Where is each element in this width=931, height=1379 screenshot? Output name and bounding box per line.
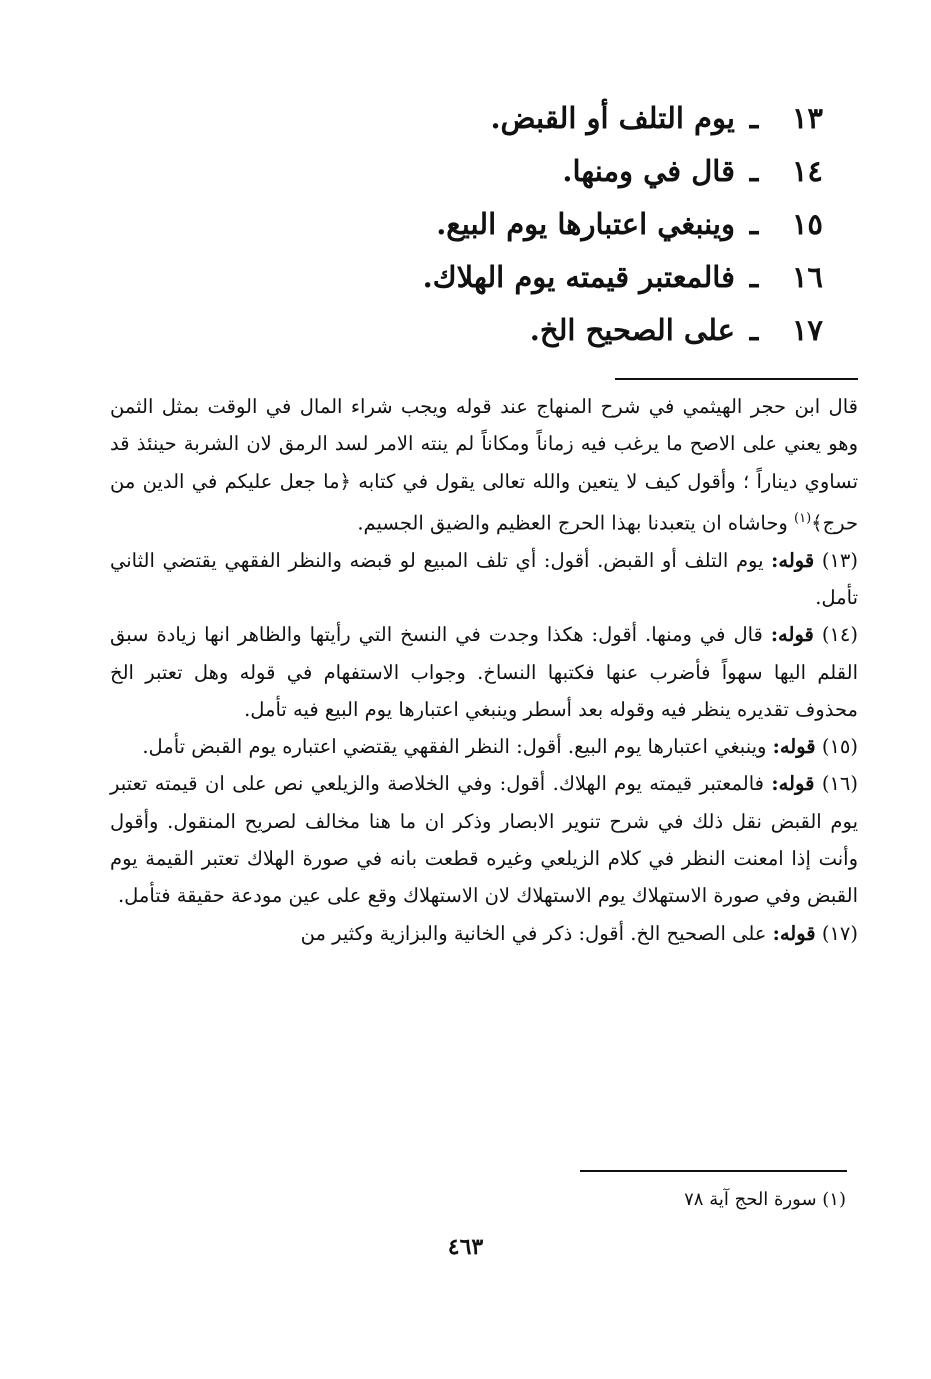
note-label: قوله: bbox=[770, 623, 814, 647]
footnote-separator bbox=[580, 1170, 847, 1172]
item-number: ١٦ bbox=[791, 260, 823, 294]
item-number: ١٥ bbox=[791, 207, 823, 241]
list-item bbox=[383, 145, 823, 198]
note-label: قوله: bbox=[771, 772, 815, 796]
item-dash: ـ bbox=[749, 154, 759, 188]
note-text: قال في ومنها. أقول: هكذا وجدت في النسخ التي رأيتها والظاهر انها زيادة سبق القلم اليها سهواً فأضرب عنها فكتبها النساخ. وجواب الاستفهام في قوله وهل تعتبر الخ محذوف تقديره ينظر فيه وقوله بعد أسطر وينبغي اعتبارها يوم البيع فيه تأمل. bbox=[110, 623, 858, 721]
note-paragraph bbox=[110, 616, 858, 728]
note-text: يوم التلف أو القبض. أقول: أي تلف المبيع لو قبضه والنظر الفقهي يقتضي الثاني تأمل. bbox=[110, 548, 858, 609]
item-number: ١٤ bbox=[791, 154, 823, 188]
note-number: (١٧) bbox=[821, 921, 858, 945]
list-item bbox=[383, 251, 823, 304]
note-number: (١٥) bbox=[821, 735, 858, 759]
numbered-text-list bbox=[383, 92, 823, 357]
list-item bbox=[383, 304, 823, 357]
list-item bbox=[383, 92, 823, 145]
note-text: فالمعتبر قيمته يوم الهلاك. أقول: وفي الخلاصة والزيلعي نص على ان قيمته تعتبر يوم القبض نقل ذلك في شرح تنوير الابصار وذكر ان ما هنا مخالف لصريح المنقول. وأقول وأنت إذا امعنت النظر في كلام الزيلعي وغيره قطعت بانه في صورة الهلاك تعتبر القيمة يوم القبض وفي صورة الاستهلاك يوم الاستهلاك لان الاستهلاك وقع على عين مودعة حقيقة فتأمل. bbox=[110, 772, 858, 908]
item-text: يوم التلف أو القبض. bbox=[490, 101, 735, 135]
note-number: (١٦) bbox=[821, 772, 859, 796]
intro-paragraph bbox=[110, 388, 858, 542]
item-dash: ـ bbox=[749, 260, 759, 294]
note-paragraph bbox=[110, 728, 858, 765]
note-label: قوله: bbox=[772, 921, 816, 945]
item-dash: ـ bbox=[749, 101, 759, 135]
footnote: (١) سورة الحج آية ٧٨ bbox=[684, 1189, 846, 1210]
note-label: قوله: bbox=[771, 548, 815, 572]
item-text: وينبغي اعتبارها يوم البيع. bbox=[436, 207, 735, 241]
note-paragraph bbox=[110, 542, 858, 617]
commentary-block bbox=[110, 388, 858, 952]
note-number: (١٤) bbox=[821, 623, 859, 647]
separator-line bbox=[615, 378, 858, 380]
note-text: على الصحيح الخ. أقول: ذكر في الخانية والبزازية وكثير من bbox=[300, 921, 773, 945]
item-text: قال في ومنها. bbox=[562, 154, 735, 188]
note-text: وينبغي اعتبارها يوم البيع. أقول: النظر الفقهي يقتضي اعتباره يوم القبض تأمل. bbox=[142, 735, 773, 759]
list-item bbox=[383, 198, 823, 251]
item-dash: ـ bbox=[749, 313, 759, 347]
item-dash: ـ bbox=[749, 207, 759, 241]
intro-text-end: وحاشاه ان يتعبدنا بهذا الحرج العظيم والضيق الجسيم. bbox=[357, 511, 795, 535]
page-number: ٤٦٣ bbox=[447, 1234, 484, 1260]
note-paragraph bbox=[110, 765, 858, 914]
intro-text: قال ابن حجر الهيثمي في شرح المنهاج عند قوله ويجب شراء المال في الوقت بمثل الثمن وهو يعني على الاصح ما يرغب فيه زماناً ومكاناً لم ينته الامر لسد الرمق لان الشربة حينئذ قد تساوي ديناراً ؛ وأقول كيف لا يتعين والله تعالى يقول في كتابه ﴿ما جعل عليكم في الدين من حرج﴾ bbox=[110, 395, 858, 535]
note-number: (١٣) bbox=[821, 548, 858, 572]
note-paragraph bbox=[110, 915, 858, 952]
item-number: ١٣ bbox=[791, 101, 823, 135]
item-text: على الصحيح الخ. bbox=[529, 313, 735, 347]
item-number: ١٧ bbox=[791, 313, 823, 347]
note-label: قوله: bbox=[772, 735, 816, 759]
footnote-reference: (١) bbox=[794, 510, 812, 526]
item-text: فالمعتبر قيمته يوم الهلاك. bbox=[422, 260, 735, 294]
